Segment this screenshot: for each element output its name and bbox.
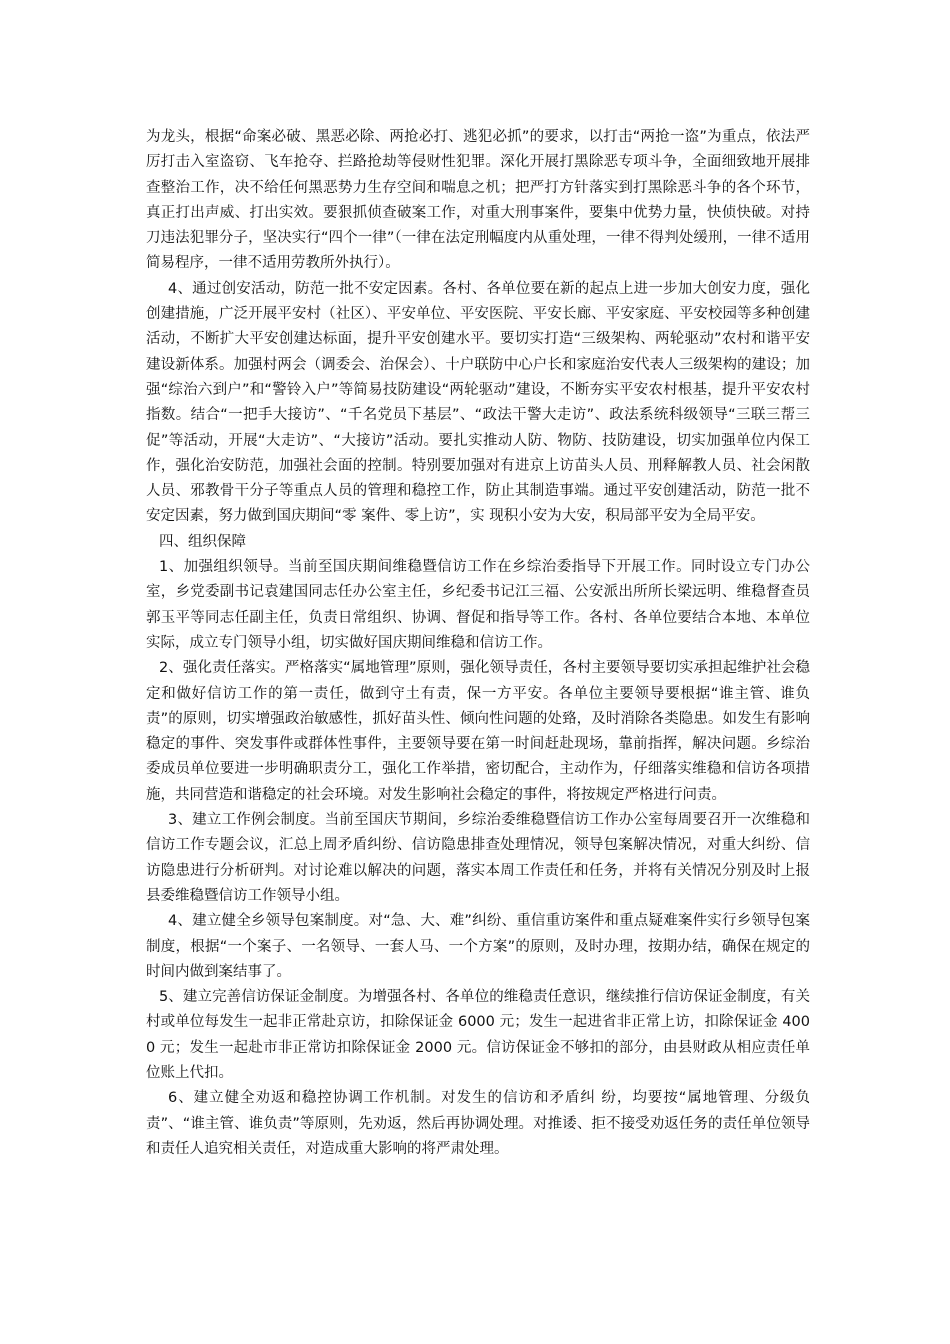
paragraph-item-1-leadership: 1、加强组织领导。当前至国庆期间维稳暨信访工作在乡综治委指导下开展工作。同时设立专门办公室，乡党委副书记袁建国同志任办公室主任，乡纪委书记江三福、公安派出所所长梁远明、维稳督查员郭玉平等同志任副主任，负责日常组织、协调、督促和指导等工作。各村、各单位要结合本地、本单位实际，成立专门领导小组，切实做好国庆期间维稳和信访工作。 xyxy=(146,559,810,651)
section-heading-organization: 四、组织保障 xyxy=(159,533,246,550)
paragraph-item-4-case-packages: 4、建立健全乡领导包案制度。对“急、大、难”纠纷、重信重访案件和重点疑难案件实行乡领导包案制度，根据“一个案子、一名领导、一套人马、一个方案”的原则，及时办理，按期办结，确保在规定的时间内做到案结事了。 xyxy=(146,913,810,980)
paragraph-item-6-coordination: 6、建立健全劝返和稳控协调工作机制。对发生的信访和矛盾纠 纷，均要按“属地管理、分级负责”、“谁主管、谁负责”等原则，先劝返，然后再协调处理。对推诿、拒不接受劝返任务的责任单位领导和责任人追究相关责任，对造成重大影响的将严肃处理。 xyxy=(146,1090,810,1157)
paragraph-item-2-responsibility: 2、强化责任落实。严格落实“属地管理”原则，强化领导责任，各村主要领导要切实承担起维护社会稳定和做好信访工作的第一责任，做到守土有责，保一方平安。各单位主要领导要根据“谁主管、谁负责”的原则，切实增强政治敏感性，抓好苗头性、倾向性问题的处臵，及时消除各类隐患。如发生有影响稳定的事件、突发事件或群体性事件，主要领导要在第一时间赶赴现场，靠前指挥，解决问题。乡综治委成员单位要进一步明确职责分工，强化工作举措，密切配合，主动作为，仔细落实维稳和信访各项措施，共同营造和谐稳定的社会环境。对发生影响社会稳定的事件，将按规定严格进行问责。 xyxy=(146,660,810,803)
document-body xyxy=(146,125,810,1162)
paragraph-crackdown: 为龙头，根据“命案必破、黑恶必除、两抢必打、逃犯必抓”的要求，以打击“两抢一盗”为重点，依法严厉打击入室盗窃、飞车抢夺、拦路抢劫等侵财性犯罪。深化开展打黑除恶专项斗争，全面细致地开展排查整治工作，决不给任何黑恶势力生存空间和喘息之机；把严打方针落实到打黑除恶斗争的各个环节，真正打出声威、打出实效。要狠抓侦查破案工作，对重大刑事案件，要集中优势力量，快侦快破。对持刀违法犯罪分子，坚决实行“四个一律”（一律在法定刑幅度内从重处理，一律不得判处缓刑，一律不适用简易程序，一律不适用劳教所外执行）。 xyxy=(146,129,810,272)
paragraph-item-4-safety-campaign: 4、通过创安活动，防范一批不安定因素。各村、各单位要在新的起点上进一步加大创安力度，强化创建措施，广泛开展平安村（社区）、平安单位、平安医院、平安长廊、平安家庭、平安校园等多种创建活动，不断扩大平安创建达标面，提升平安创建水平。要切实打造“三级架构、两轮驱动”农村和谐平安建设新体系。加强村两会（调委会、治保会）、十户联防中心户长和家庭治安代表人三级架构的建设；加强“综治六到户”和“警铃入户”等简易技防建设“两轮驱动”建设，不断夯实平安农村根基，提升平安农村指数。结合“一把手大接访”、“千名党员下基层”、“政法干警大走访”、政法系统科级领导“三联三帮三促”等活动，开展“大走访”、“大接访”活动。要扎实推动人防、物防、技防建设，切实加强单位内保工作，强化治安防范，加强社会面的控制。特别要加强对有进京上访苗头人员、刑释解教人员、社会闲散人员、邪教骨干分子等重点人员的管理和稳控工作，防止其制造事端。通过平安创建活动，防范一批不安定因素，努力做到国庆期间“零 案件、零上访”，实 现积小安为大安，积局部平安为全局平安。 xyxy=(146,280,810,525)
paragraph-item-3-meetings: 3、建立工作例会制度。当前至国庆节期间，乡综治委维稳暨信访工作办公室每周要召开一次维稳和信访工作专题会议，汇总上周矛盾纠纷、信访隐患排查处理情况，领导包案解决情况，对重大纠纷、信访隐患进行分析研判。对讨论难以解决的问题，落实本周工作责任和任务，并将有关情况分别及时上报县委维稳暨信访工作领导小组。 xyxy=(146,812,810,904)
paragraph-item-5-deposit: 5、建立完善信访保证金制度。为增强各村、各单位的维稳责任意识，继续推行信访保证金制度，有关村或单位每发生一起非正常赴京访，扣除保证金 6000 元；发生一起进省非正常上访，扣除保证金 4000 元；发生一起赴市非正常访扣除保证金 2000 元。信访保证金不够扣的部分，由县财政从相应责任单位账上代扣。 xyxy=(146,989,810,1081)
